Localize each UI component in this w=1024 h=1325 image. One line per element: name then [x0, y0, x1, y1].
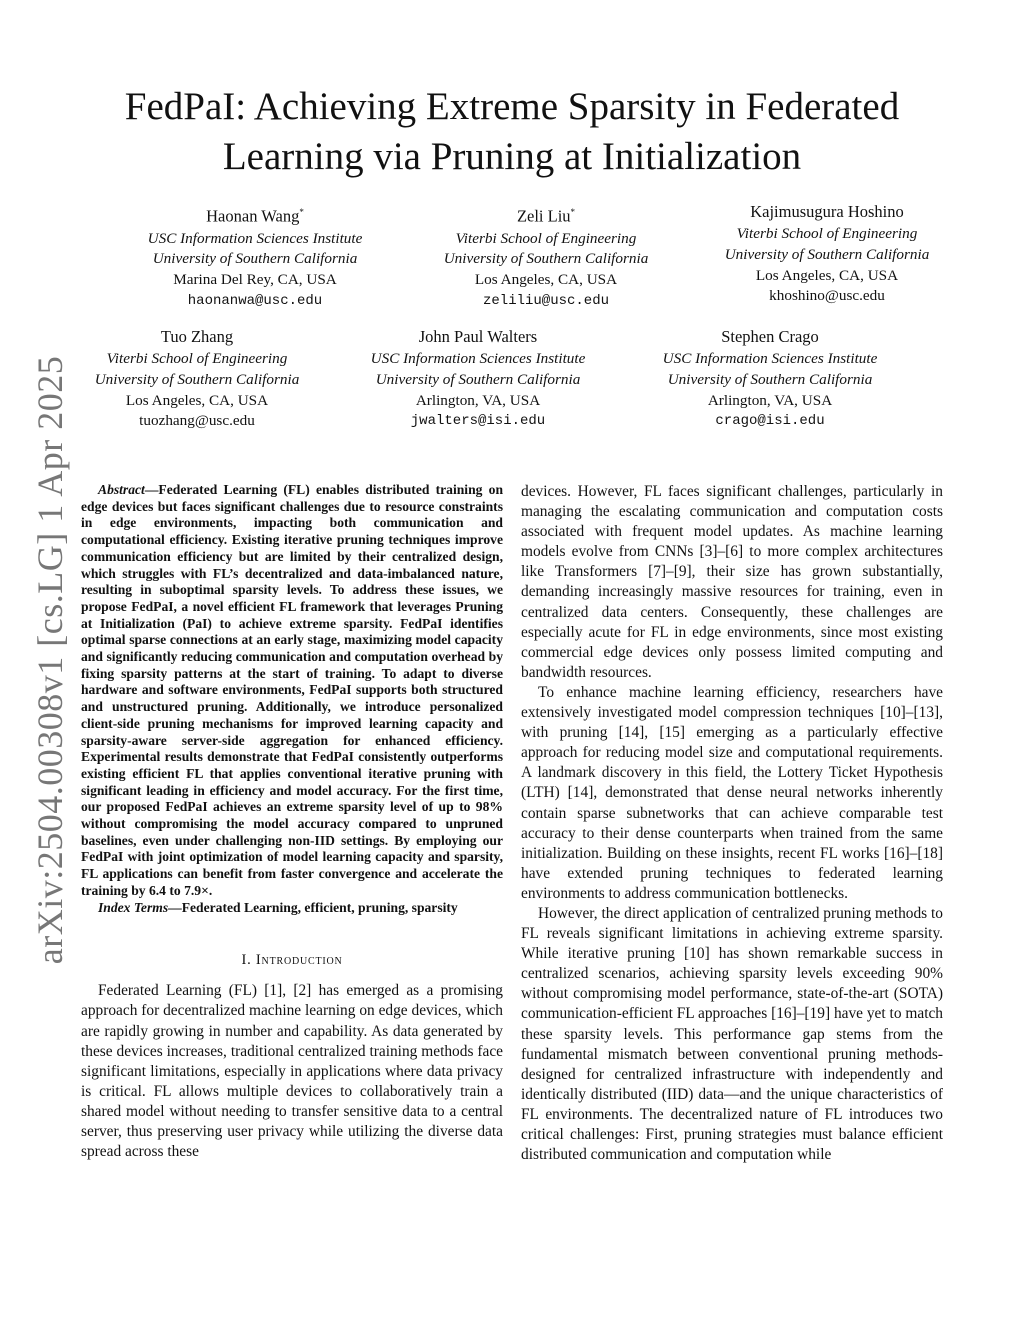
author-location: Los Angeles, CA, USA	[474, 271, 618, 289]
author-location: Los Angeles, CA, USA	[755, 266, 899, 284]
abstract-text: —Federated Learning (FL) enables distributed training on edge devices but faces significant challenges due to resource constraints in edge environments, impacting both communication and computational efficiency. Existing iterative pruning techniques improve communication efficiency but are limited by their centralized design, which struggles with FL’s decentralized and data-imbalanced nature, resulting in suboptimal sparsity levels. To address these issues, we propose FedPaI, a novel efficient FL framework that leverages Pruning at Initialization (PaI) to achieve extreme sparsity. FedPaI identifies optimal sparse connections at an early stage, maximizing model capacity and significantly reducing communication and computation overhead by fixing sparsity patterns at the start of training. To adapt to diverse hardware and software environments, FedPaI supports both structured and unstructured pruning. Additionally, we introduce personalized client-side pruning mechanisms for improved learning capacity and sparsity-aware server-side aggregation for enhanced efficiency. Experimental results demonstrate that FedPaI consistently outperforms existing efficient FL that applies conventional iterative pruning with significant leading in efficiency and model accuracy. For the first time, our proposed FedPaI achieves an extreme sparsity level of up to 98% without compromising the model accuracy compared to unpruned baselines, even under challenging non-IID settings. By employing our FedPaI with joint optimization of model learning capacity and sparsity, FL applications can benefit from faster convergence and accelerate the training by 6.4 to 7.9×.	[81, 482, 503, 898]
body-paragraph: To enhance machine learning efficiency, researchers have extensively investigated model compression techniques [10]–[13], with pruning [14], [15] emerging as a particularly effective approach for reducing model size and computational requirements. A landmark discovery in this field, the Lottery Ticket Hypothesis (LTH) [14], demonstrated that dense neural networks inherently contain sparse subnetworks that can achieve comparable test accuracy to their dense counterparts when trained from the same initialization. Building on these insights, recent FL works [16]–[18] have extended pruning techniques to federated learning environments to address communication bottlenecks.	[521, 683, 943, 902]
author-university: University of Southern California	[375, 370, 581, 388]
author-name: John Paul Walters	[418, 327, 538, 346]
author-university: University of Southern California	[94, 370, 300, 388]
author-name: Haonan Wang	[206, 206, 300, 226]
abstract-lead: Abstract	[98, 482, 145, 497]
author-location: Arlington, VA, USA	[415, 391, 541, 409]
index-terms-text: —Federated Learning, efficient, pruning, sparsity	[168, 899, 458, 915]
body-paragraph: However, the direct application of centralized pruning methods to FL reveals significant limitations in achieving extreme sparsity. While iterative pruning [10] has shown remarkable success in centralized scenarios, achieving sparsity levels exceeding 90% without compromising model performance, state-of-the-art (SOTA) communication-efficient FL approaches [16]–[19] have yet to match these sparsity levels. This performance gap stems from the fundamental mismatch between conventional pruning methods-designed for centralized infrastructure with independently and identically distributed (IID) data—and the unique characteristics of FL environments. The decentralized nature of FL introduces two critical challenges: First, pruning strategies must balance efficient distributed communication and computation while	[521, 904, 943, 1164]
author-university: University of Southern California	[443, 250, 649, 268]
author-block	[52, 325, 342, 432]
body-paragraph: Federated Learning (FL) [1], [2] has emerged as a promising approach for decentralized machine learning on edge devices, which are rapidly growing in number and capability. As data generated by these devices increases, traditional centralized training methods face significant limitations, especially in applications where data privacy is critical. FL allows multiple devices to collaboratively train a shared model without needing to transfer sensitive data to a central server, thus preserving user privacy while utilizing the diverse data spread across these	[81, 982, 503, 1161]
index-terms-lead: Index Terms	[98, 899, 169, 915]
author-block	[401, 200, 691, 312]
author-block	[682, 200, 972, 307]
author-email: tuozhang@usc.edu	[139, 412, 255, 430]
right-column	[521, 482, 943, 1165]
author-name: Stephen Crago	[721, 327, 819, 346]
abstract	[81, 482, 503, 900]
author-affiliation: Viterbi School of Engineering	[455, 229, 637, 247]
left-column	[81, 482, 503, 1162]
author-location: Los Angeles, CA, USA	[125, 391, 269, 409]
equal-contribution-mark: *	[570, 207, 576, 217]
paper-title: FedPaI: Achieving Extreme Sparsity in Federated Learning via Pruning at Initialization	[124, 85, 900, 178]
author-block	[110, 200, 400, 312]
arxiv-identifier	[20, 355, 80, 965]
author-affiliation: Viterbi School of Engineering	[106, 350, 288, 367]
author-email: zeliliu@usc.edu	[482, 292, 610, 309]
arxiv-identifier-text: arXiv:2504.00308v1 [cs.LG] 1 Apr 2025	[30, 355, 71, 965]
author-location: Arlington, VA, USA	[707, 391, 833, 409]
author-email: jwalters@isi.edu	[410, 413, 546, 430]
author-affiliation: USC Information Sciences Institute	[662, 350, 878, 367]
author-university: University of Southern California	[667, 370, 873, 388]
author-university: University of Southern California	[152, 250, 358, 268]
author-name: Tuo Zhang	[160, 327, 234, 346]
index-terms	[81, 900, 503, 917]
author-university: University of Southern California	[724, 245, 930, 263]
author-name: Kajimusugura Hoshino	[750, 202, 904, 221]
author-affiliation: Viterbi School of Engineering	[736, 225, 918, 242]
equal-contribution-mark: *	[299, 207, 304, 217]
author-email: haonanwa@usc.edu	[187, 292, 323, 309]
author-name: Zeli Liu	[516, 206, 571, 226]
body-paragraph: devices. However, FL faces significant challenges, particularly in managing the escalating communication and computation costs associated with frequent model updates. As machine learning models evolve from CNNs [3]–[6] to more complex architectures like Transformers [7]–[9], their size has grown substantially, demanding increasingly massive resources for training, even in centralized data centers. Consequently, these challenges are especially acute for FL in edge environments, since most existing commercial edge devices only possess limited computing and bandwidth resources.	[521, 483, 943, 681]
section-heading: I. Introduction	[241, 952, 343, 969]
author-email: crago@isi.edu	[715, 413, 825, 430]
author-location: Marina Del Rey, CA, USA	[173, 271, 337, 289]
author-block	[625, 325, 915, 432]
author-row-2	[0, 325, 1024, 435]
author-block	[333, 325, 623, 432]
author-row-1	[0, 200, 1024, 310]
author-affiliation: USC Information Sciences Institute	[147, 229, 363, 247]
author-email: khoshino@usc.edu	[769, 287, 885, 305]
author-affiliation: USC Information Sciences Institute	[370, 350, 586, 367]
